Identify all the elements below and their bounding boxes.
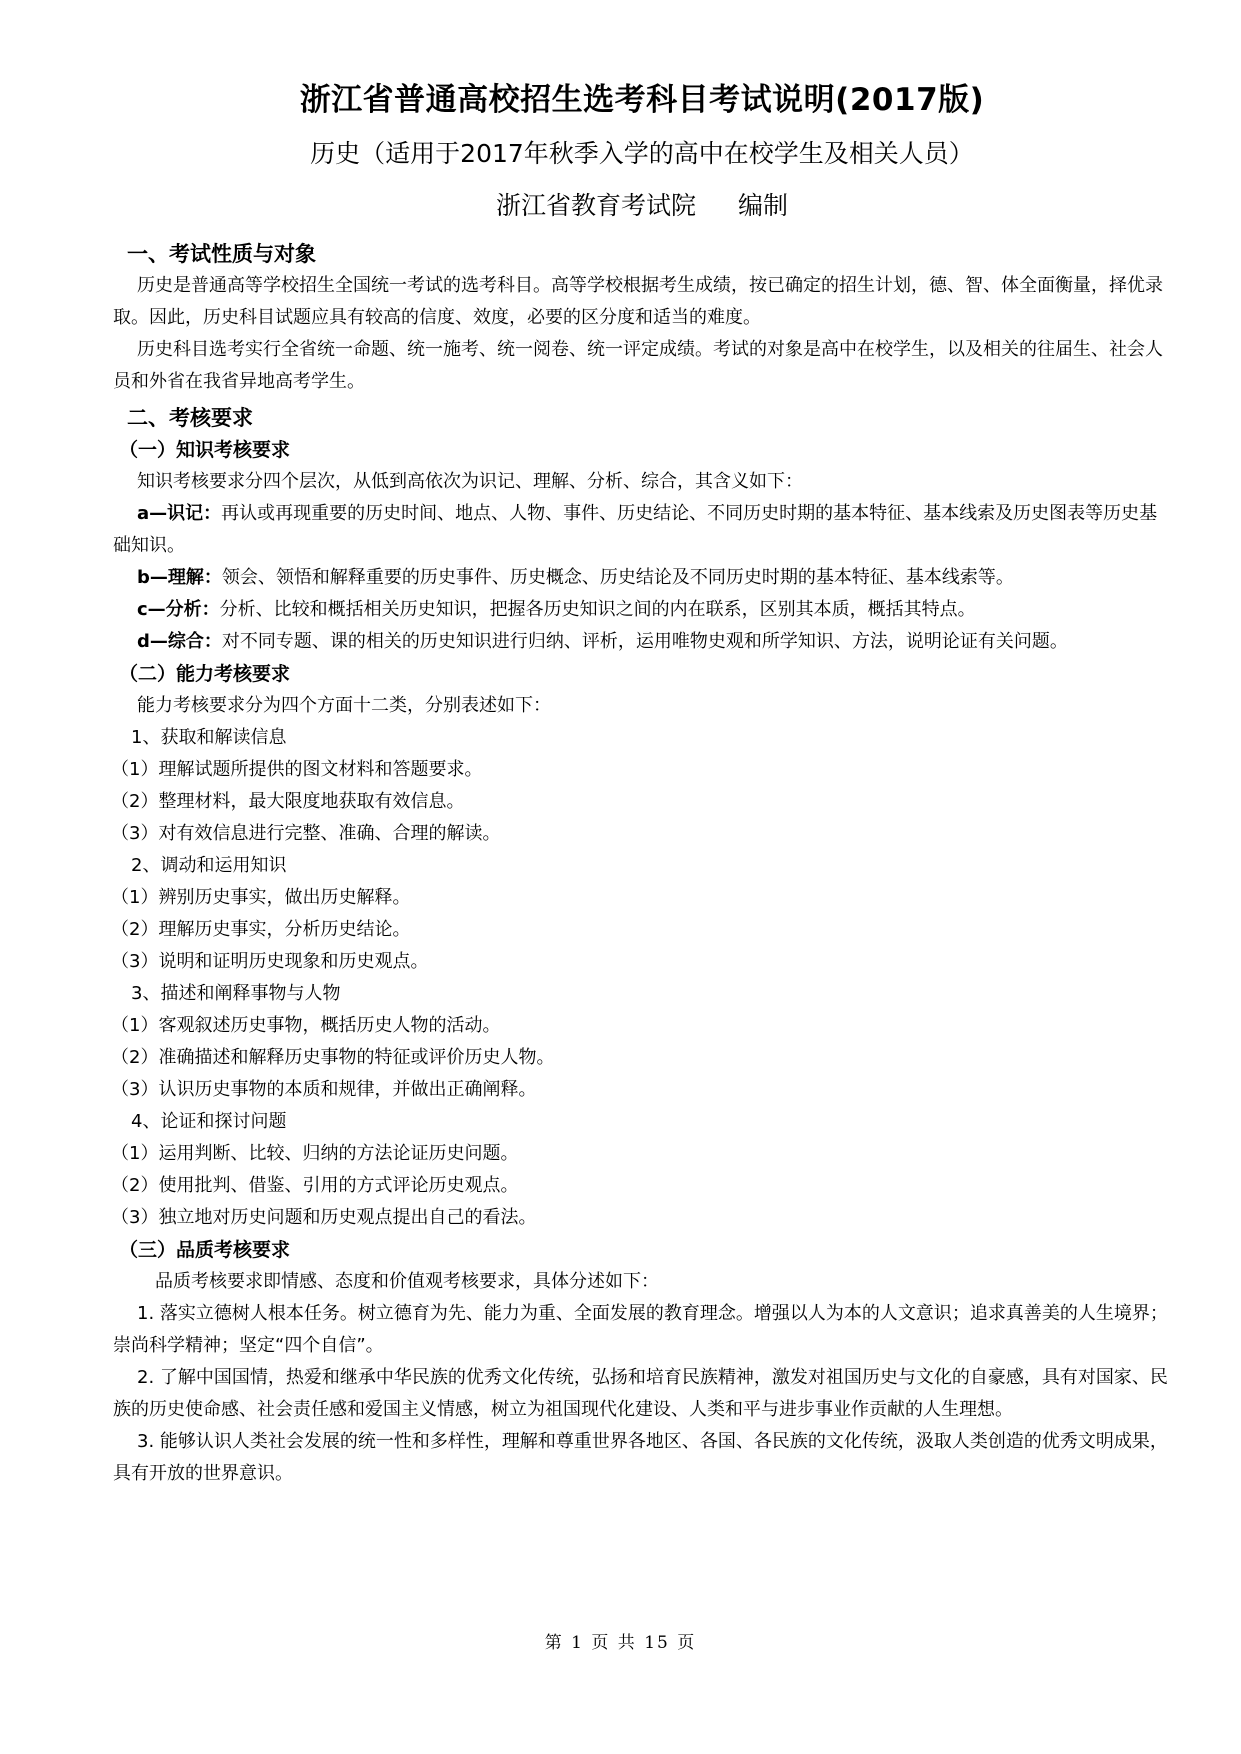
ability-group-2-item-3: （3）说明和证明历史现象和历史观点。 <box>111 951 429 972</box>
ability-heading: （二）能力考核要求 <box>119 663 291 685</box>
ability-group-1-item-1: （1）理解试题所提供的图文材料和答题要求。 <box>111 759 483 780</box>
ability-group-4-item-2: （2）使用批判、借鉴、引用的方式评论历史观点。 <box>111 1175 519 1196</box>
section1-paragraph-2: 历史科目选考实行全省统一命题、统一施考、统一阅卷、统一评定成绩。考试的对象是高中在校学生，以及相关的往届生、社会人员和外省在我省异地高考学生。 <box>113 339 1163 392</box>
ability-group-3-item-2: （2）准确描述和解释历史事物的特征或评价历史人物。 <box>111 1047 555 1068</box>
ability-group-4-item-1: （1）运用判断、比较、归纳的方法论证历史问题。 <box>111 1143 519 1164</box>
author-org: 浙江省教育考试院 <box>495 191 696 220</box>
ability-group-4-title: 4、论证和探讨问题 <box>131 1111 287 1132</box>
ability-group-3-title: 3、描述和阐释事物与人物 <box>131 983 341 1004</box>
knowledge-level-d: d—综合：对不同专题、课的相关的历史知识进行归纳、评析，运用唯物史观和所学知识、方法，说明论证有关问题。 <box>137 631 1068 652</box>
section1-heading: 一、考试性质与对象 <box>127 242 316 266</box>
ability-group-3-item-1: （1）客观叙述历史事物，概括历史人物的活动。 <box>111 1015 501 1036</box>
ability-group-1-title: 1、获取和解读信息 <box>131 727 287 748</box>
quality-intro: 品质考核要求即情感、态度和价值观考核要求，具体分述如下： <box>155 1271 659 1292</box>
ability-group-2-item-1: （1）辨别历史事实，做出历史解释。 <box>111 887 411 908</box>
ability-group-1-item-3: （3）对有效信息进行完整、准确、合理的解读。 <box>111 823 501 844</box>
quality-item-3: 3. 能够认识人类社会发展的统一性和多样性，理解和尊重世界各地区、各国、各民族的文化传统，汲取人类创造的优秀文明成果，具有开放的世界意识。 <box>113 1431 1168 1484</box>
author-role: 编制 <box>738 191 789 220</box>
knowledge-intro: 知识考核要求分四个层次，从低到高依次为识记、理解、分析、综合，其含义如下： <box>137 471 803 492</box>
document-subtitle: 历史（适用于2017年秋季入学的高中在校学生及相关人员） <box>310 139 974 168</box>
section1-paragraph-1: 历史是普通高等学校招生全国统一考试的选考科目。高等学校根据考生成绩，按已确定的招生计划，德、智、体全面衡量，择优录取。因此，历史科目试题应具有较高的信度、效度，必要的区分度和适当的难度。 <box>113 275 1163 328</box>
document-title: 浙江省普通高校招生选考科目考试说明(2017版) <box>299 82 985 118</box>
ability-group-4-item-3: （3）独立地对历史问题和历史观点提出自己的看法。 <box>111 1207 537 1228</box>
quality-item-2: 2. 了解中国国情，热爱和继承中华民族的优秀文化传统，弘扬和培育民族精神，激发对祖国历史与文化的自豪感，具有对国家、民族的历史使命感、社会责任感和爱国主义情感，树立为祖国现代化建设、人类和平与进步事业作贡献的人生理想。 <box>113 1367 1168 1420</box>
ability-group-3-item-3: （3）认识历史事物的本质和规律，并做出正确阐释。 <box>111 1079 537 1100</box>
document-author <box>113 186 1171 226</box>
ability-group-1-item-2: （2）整理材料，最大限度地获取有效信息。 <box>111 791 465 812</box>
page-number: 第 1 页 共 15 页 <box>544 1633 697 1653</box>
ability-group-2-title: 2、调动和运用知识 <box>131 855 287 876</box>
section2-heading: 二、考核要求 <box>127 406 253 430</box>
knowledge-level-c: c—分析：分析、比较和概括相关历史知识，把握各历史知识之间的内在联系，区别其本质，概括其特点。 <box>137 599 976 620</box>
knowledge-level-b: b—理解：领会、领悟和解释重要的历史事件、历史概念、历史结论及不同历史时期的基本特征、基本线索等。 <box>137 567 1014 588</box>
ability-intro: 能力考核要求分为四个方面十二类，分别表述如下： <box>137 695 551 716</box>
knowledge-level-a: a—识记：再认或再现重要的历史时间、地点、人物、事件、历史结论、不同历史时期的基本特征、基本线索及历史图表等历史基础知识。 <box>113 503 1158 556</box>
quality-item-1: 1. 落实立德树人根本任务。树立德育为先、能力为重、全面发展的教育理念。增强以人为本的人文意识；追求真善美的人生境界；崇尚科学精神；坚定“四个自信”。 <box>113 1303 1168 1356</box>
quality-heading: （三）品质考核要求 <box>119 1239 291 1261</box>
knowledge-heading: （一）知识考核要求 <box>119 439 291 461</box>
ability-group-2-item-2: （2）理解历史事实，分析历史结论。 <box>111 919 411 940</box>
